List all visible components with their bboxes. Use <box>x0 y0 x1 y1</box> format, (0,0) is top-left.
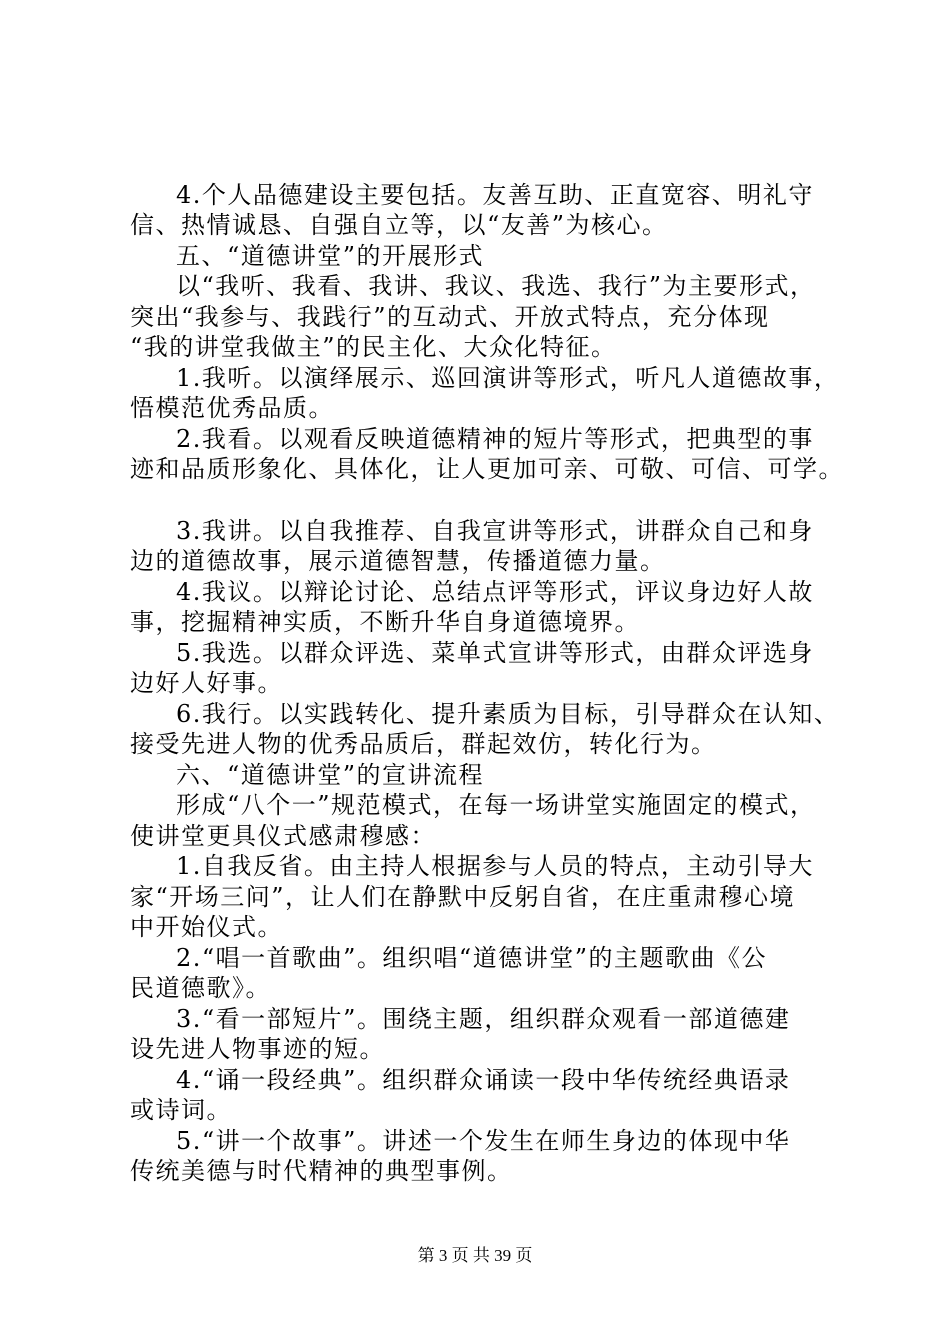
paragraph-line: 家“开场三问”，让人们在静默中反躬自省，在庄重肃穆心境 <box>130 883 796 911</box>
paragraph-line: 使讲堂更具仪式感肃穆感： <box>130 822 436 850</box>
paragraph-line: 1.我听。以演绎展示、巡回演讲等形式，听凡人道德故事， <box>176 364 840 392</box>
paragraph-line: 4.“诵一段经典”。组织群众诵读一段中华传统经典语录 <box>176 1066 791 1094</box>
page-number-footer: 第 3 页 共 39 页 <box>417 1246 533 1265</box>
paragraph-line: 或诗词。 <box>130 1096 232 1124</box>
paragraph-line: 迹和品质形象化、具体化，让人更加可亲、可敬、可信、可学。 <box>130 455 844 483</box>
paragraph-line: 形成“八个一”规范模式，在每一场讲堂实施固定的模式， <box>176 791 816 819</box>
section-heading: 六、“道德讲堂”的宣讲流程 <box>176 761 485 789</box>
paragraph-line: 信、热情诚恳、自强自立等，以“友善”为核心。 <box>130 211 668 239</box>
paragraph-line: 中开始仪式。 <box>130 913 283 941</box>
paragraph-line: 传统美德与时代精神的典型事例。 <box>130 1157 513 1185</box>
section-heading: 五、“道德讲堂”的开展形式 <box>176 242 485 270</box>
paragraph-line: 边的道德故事，展示道德智慧，传播道德力量。 <box>130 547 666 575</box>
paragraph-line: 4.个人品德建设主要包括。友善互助、正直宽容、明礼守 <box>176 181 814 209</box>
paragraph-line: 1.自我反省。由主持人根据参与人员的特点，主动引导大 <box>176 852 814 880</box>
paragraph-line: 民道德歌》。 <box>130 974 271 1002</box>
paragraph-line: 设先进人物事迹的短。 <box>130 1035 385 1063</box>
paragraph-line: 6.我行。以实践转化、提升素质为目标，引导群众在认知、 <box>176 700 840 728</box>
paragraph-line: 3.我讲。以自我推荐、自我宣讲等形式，讲群众自己和身 <box>176 517 814 545</box>
paragraph-line: 4.我议。以辩论讨论、总结点评等形式，评议身边好人故 <box>176 578 814 606</box>
paragraph-line: 接受先进人物的优秀品质后，群起效仿，转化行为。 <box>130 730 717 758</box>
paragraph-line: 5.“讲一个故事”。讲述一个发生在师生身边的体现中华 <box>176 1127 791 1155</box>
paragraph-line: 5.我选。以群众评选、菜单式宣讲等形式，由群众评选身 <box>176 639 814 667</box>
paragraph-line: 突出“我参与、我践行”的互动式、开放式特点，充分体现 <box>130 303 770 331</box>
paragraph-line: 边好人好事。 <box>130 669 283 697</box>
paragraph-line: 2.“唱一首歌曲”。组织唱“道德讲堂”的主题歌曲《公 <box>176 944 767 972</box>
paragraph-line: 2.我看。以观看反映道德精神的短片等形式，把典型的事 <box>176 425 814 453</box>
paragraph-line: 以“我听、我看、我讲、我议、我选、我行”为主要形式， <box>176 272 816 300</box>
paragraph-line: 事，挖掘精神实质，不断升华自身道德境界。 <box>130 608 640 636</box>
paragraph-line: 3.“看一部短片”。围绕主题，组织群众观看一部道德建 <box>176 1005 791 1033</box>
paragraph-line: 悟模范优秀品质。 <box>130 394 334 422</box>
paragraph-line: “我的讲堂我做主”的民主化、大众化特征。 <box>130 333 617 361</box>
